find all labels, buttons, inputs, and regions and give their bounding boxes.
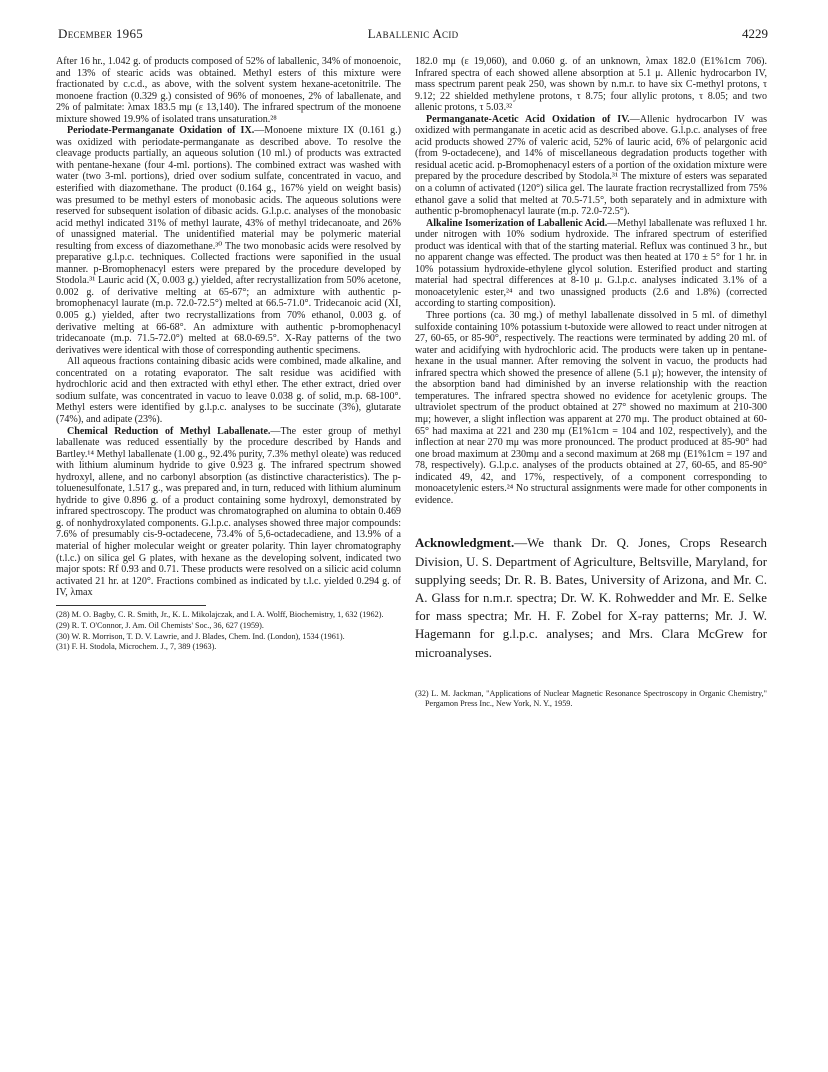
section-heading: Periodate-Permanganate Oxidation of IX.	[67, 125, 255, 137]
header-title: Laballenic Acid	[367, 26, 459, 41]
section-paragraph	[56, 125, 401, 356]
running-head	[58, 26, 768, 42]
section-text: —The ester group of methyl laballenate was reduced essentially by the procedure described by Hands and Bartley.¹⁴ Methyl laballenate (1.00 g., 92.4% purity, 7.3% methyl oleate) was reduced with lithium aluminum hydride to give 0.923 g. The infrared spectrum showed hydroxyl, allene, and no carbonyl absorption (as distinctive characteristics). The p-toluenesulfonate, 1.517 g., was prepared and, in turn, reduced with lithium aluminum hydride to give 0.896 g. of a product containing some hydroxyl, demonstrated by infrared spectroscopy. The product was chromatographed on alumina to obtain 0.469 g. of nonhydroxylated components. G.l.p.c. analyses showed three major compounds: 7.6% of presumably cis-9-octadecene, 73.4% of 5,6-octadecadiene, and 13.9% of a material of higher molecular weight or greater polarity. Thin layer chromatography (t.l.c.) on silica gel G plates, with hexane as the developing solvent, indicated two major spots: Rf 0.93 and 0.71. These products were resolved on a silicic acid column activated 21 hr. at 120°. Fractions combined as indicated by t.l.c. yielded 0.294 g. of IV, λmax	[56, 425, 401, 599]
section-heading: Alkaline Isomerization of Laballenic Acid.	[426, 217, 608, 229]
footnote: (29) R. T. O'Connor, J. Am. Oil Chemists' Soc., 36, 627 (1959).	[56, 620, 264, 630]
paragraph: After 16 hr., 1.042 g. of products composed of 52% of laballenic, 34% of monoenoic, and 13% of stearic acids was obtained. Methyl esters of this mixture were fractionated by c.c.d., as above, with the solvent system hexane-acetonitrile. The monoene fraction (0.329 g.) consisted of 96% of monoenes, 2% of laballenate, and 2% of palmitate: λmax 183.5 mμ (ε 13,140). The infrared spectrum of the monoene mixture showed 19.9% of isolated trans unsaturation.²⁸	[56, 56, 401, 125]
section-paragraph	[415, 114, 767, 218]
section-heading: Chemical Reduction of Methyl Laballenate.	[67, 425, 271, 437]
section-text: —Monoene mixture IX (0.161 g.) was oxidized with periodate-permanganate as described above. To resolve the cleavage products partially, an aqueous solution (10 ml.) of products was extracted with pentane-hexane (four 4-ml. portions). The combined extract was washed with water (two 3-ml. portions), dried over sodium sulfate, concentrated in vacuo, and esterified with diazomethane. The product (0.164 g., 167% yield on weight basis) was presumed to be methyl esters of monobasic acids. The aqueous solutions were reserved for subsequent isolation of dibasic acids. G.l.p.c. analyses of the monobasic acid methyl indicated 31% of methyl laurate, 43% of methyl tridecanoate, and 26% of unassigned material. The unidentified material may be polymeric material resulting from excess of diazomethane.³⁰ The two monobasic acids were resolved by preparative g.l.p.c. techniques. Collected fractions were saponified in the usual manner. p-Bromophenacyl esters were prepared by the procedure developed by Stodola.³¹ Lauric acid (X, 0.003 g.) yielded, after recrystallization from 50% acetone, 0.002 g. of derivative melting at 65-67°; an admixture with authentic p-bromophenacyl laurate (m.p. 72.0-72.5°) melted at 66.5-71.0°. Tridecanoic acid (XI, 0.005 g.) yielded, after two recrystallizations from 70% ethanol, 0.003 g. of derivative melting at 66-68°. An admixture with authentic p-bromophenacyl tridecanoate (m.p. 71.5-72.0°) melted at 68.0-69.5°. X-Ray patterns of the two derivatives were identical with those of corresponding authentic specimens.	[56, 125, 401, 356]
acknowledgment	[415, 534, 767, 661]
section-paragraph	[56, 426, 401, 599]
section-heading: Permanganate-Acetic Acid Oxidation of IV.	[426, 113, 630, 125]
paragraph: All aqueous fractions containing dibasic acids were combined, made alkaline, and concentrated on a rotating evaporator. The salt residue was acidified with hydrochloric acid and then extracted with ethyl ether. The ether extract, dried over sodium sulfate, was concentrated in vacuo to leave 0.038 g. of solid, m.p. 68-100°. Methyl esters were identified by g.l.p.c. analyses to be succinate (3%), glutarate (74%), and adipate (23%).	[56, 356, 401, 425]
footnote: (32) L. M. Jackman, "Applications of Nuclear Magnetic Resonance Spectroscopy in Organic Chemistry," Pergamon Press Inc., New York, N. Y., 1959.	[415, 688, 767, 709]
right-column	[415, 56, 767, 710]
footnote: (28) M. O. Bagby, C. R. Smith, Jr., K. L. Mikolajczak, and I. A. Wolff, Biochemistry, 1, 632 (1962).	[56, 609, 384, 619]
header-date: December 1965	[58, 26, 144, 41]
section-text: —Methyl laballenate was refluxed 1 hr. under nitrogen with 10% sodium hydroxide. The infrared spectrum of esterified product was identical with that of the starting material. Reflux was continued 3 hr., but no apparent change was effected. The product was then heated at 170 ± 5° for 1 hr. in 10% potassium hydroxide-ethylene glycol solution. Esterified product and starting material had spectral differences at 8-10 μ. G.l.p.c. analyses indicated 3.1% of a monoacetylenic ester,²⁴ and two unassigned products (2.6 and 1.8%) (corrected according to starting composition).	[415, 217, 767, 310]
acknowledgment-text: —We thank Dr. Q. Jones, Crops Research Division, U. S. Department of Agriculture, Beltsville, Maryland, for supplying seeds; Dr. R. B. Bates, University of Arizona, and Mr. C. A. Glass for n.m.r. spectra; Dr. W. K. Rohwedder and Mr. E. Selke for mass spectra; Mr. H. F. Zobel for X-ray patterns; Mr. J. W. Hagemann for g.l.p.c. analyses; and Mrs. Clara McGrew for microanalyses.	[415, 536, 767, 660]
acknowledgment-heading: Acknowledgment.	[415, 536, 515, 551]
footnote-rule	[56, 605, 206, 606]
footnote: (30) W. R. Morrison, T. D. V. Lawrie, and J. Blades, Chem. Ind. (London), 1534 (1961).	[56, 631, 345, 641]
section-paragraph	[415, 218, 767, 310]
footnote: (31) F. H. Stodola, Microchem. J., 7, 389 (1963).	[56, 642, 217, 652]
footnotes	[56, 610, 401, 653]
paragraph: Three portions (ca. 30 mg.) of methyl laballenate dissolved in 5 ml. of dimethyl sulfoxide containing 10% potassium t-butoxide were allowed to react under nitrogen at 27, 60-65, or 85-90°, respectively. The reactions were terminated by adding 20 ml. of water and acidifying with hydrochloric acid. The products were taken up in pentane-hexane in the usual manner. After removing the solvent in vacuo, the products had infrared spectra which showed the presence of allene (5.1 μ); however, the intensity of the absorption band had diminished by an inverse relationship with the reaction temperatures. The infrared spectra showed no evidence for acetylenic groups. The ultraviolet spectrum of the product obtained at 27° showed no maximum at 210-300 mμ; however, a slight inflection was apparent at 270 mμ. The product obtained at 60-65° had maxima at 221 and 230 mμ (E1%1cm = 104 and 102, respectively), and the inflection at near 270 mμ was more pronounced. The product produced at 85-90° had one broad maximum at 230mμ and a second maximum at 268 mμ (E1%1cm = 197 and 78, respectively). G.l.p.c. analyses of the products obtained at 27, 60-65, and 85-90° indicated 49, 42, and 17%, respectively, of a component corresponding to monoacetylenic esters.²⁴ No structural assignments were made for other components in evidence.	[415, 310, 767, 506]
section-text: —Allenic hydrocarbon IV was oxidized with permanganate in acetic acid as described above. G.l.p.c. analyses of free acid products showed 27% of valeric acid, 52% of lauric acid, 6% of pelargonic acid (from 9-octadecene), and 14% of miscellaneous degradation products together with residual acetic acid. p-Bromophenacyl esters of a portion of the oxidation mixture were prepared by the procedure described by Stodola.³¹ The mixture of esters was separated on a column of activated (120°) silica gel. The laurate fraction recrystallized from 75% ethanol gave a solid that melted at 70.5-71.5°, both separately and in admixture with authentic p-bromophenacyl laurate (m.p. 72.0-72.5°).	[415, 113, 767, 218]
page-number: 4229	[742, 26, 768, 41]
paragraph: 182.0 mμ (ε 19,060), and 0.060 g. of an unknown, λmax 182.0 (E1%1cm 706). Infrared spectra of each showed allene absorption at 5.1 μ. Allenic hydrocarbon IV, mass spectrum parent peak 250, was shown by n.m.r. to have six C-methyl protons, τ 9.12; 22 shielded methylene protons, τ 8.75; four allylic protons, τ 8.05; and two allenic protons, τ 5.03.³²	[415, 56, 767, 114]
footnotes	[415, 689, 767, 710]
left-column	[56, 56, 401, 653]
